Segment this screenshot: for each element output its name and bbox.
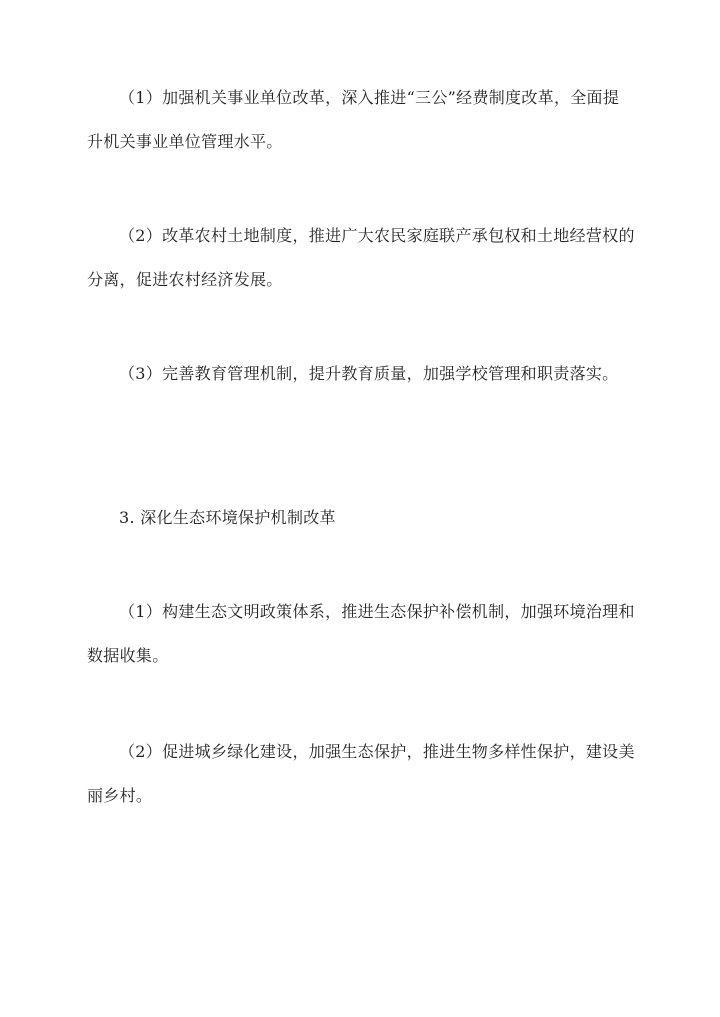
paragraph-land-reform: （2）改革农村土地制度，推进广大农民家庭联产承包权和土地经营权的分离，促进农村经济发展。 — [87, 226, 635, 289]
paragraph-reform-institutions: （1）加强机关事业单位改革，深入推进“三公”经费制度改革，全面提升机关事业单位管理水平。 — [87, 88, 620, 151]
paragraph-eco-policy: （1）构建生态文明政策体系，推进生态保护补偿机制，加强环境治理和数据收集。 — [87, 602, 635, 665]
section-heading: 3. 深化生态环境保护机制改革 — [119, 508, 336, 527]
paragraph-education: （3）完善教育管理机制，提升教育质量，加强学校管理和职责落实。 — [119, 364, 619, 383]
paragraph-greening: （2）促进城乡绿化建设，加强生态保护，推进生物多样性保护，建设美丽乡村。 — [87, 742, 635, 805]
